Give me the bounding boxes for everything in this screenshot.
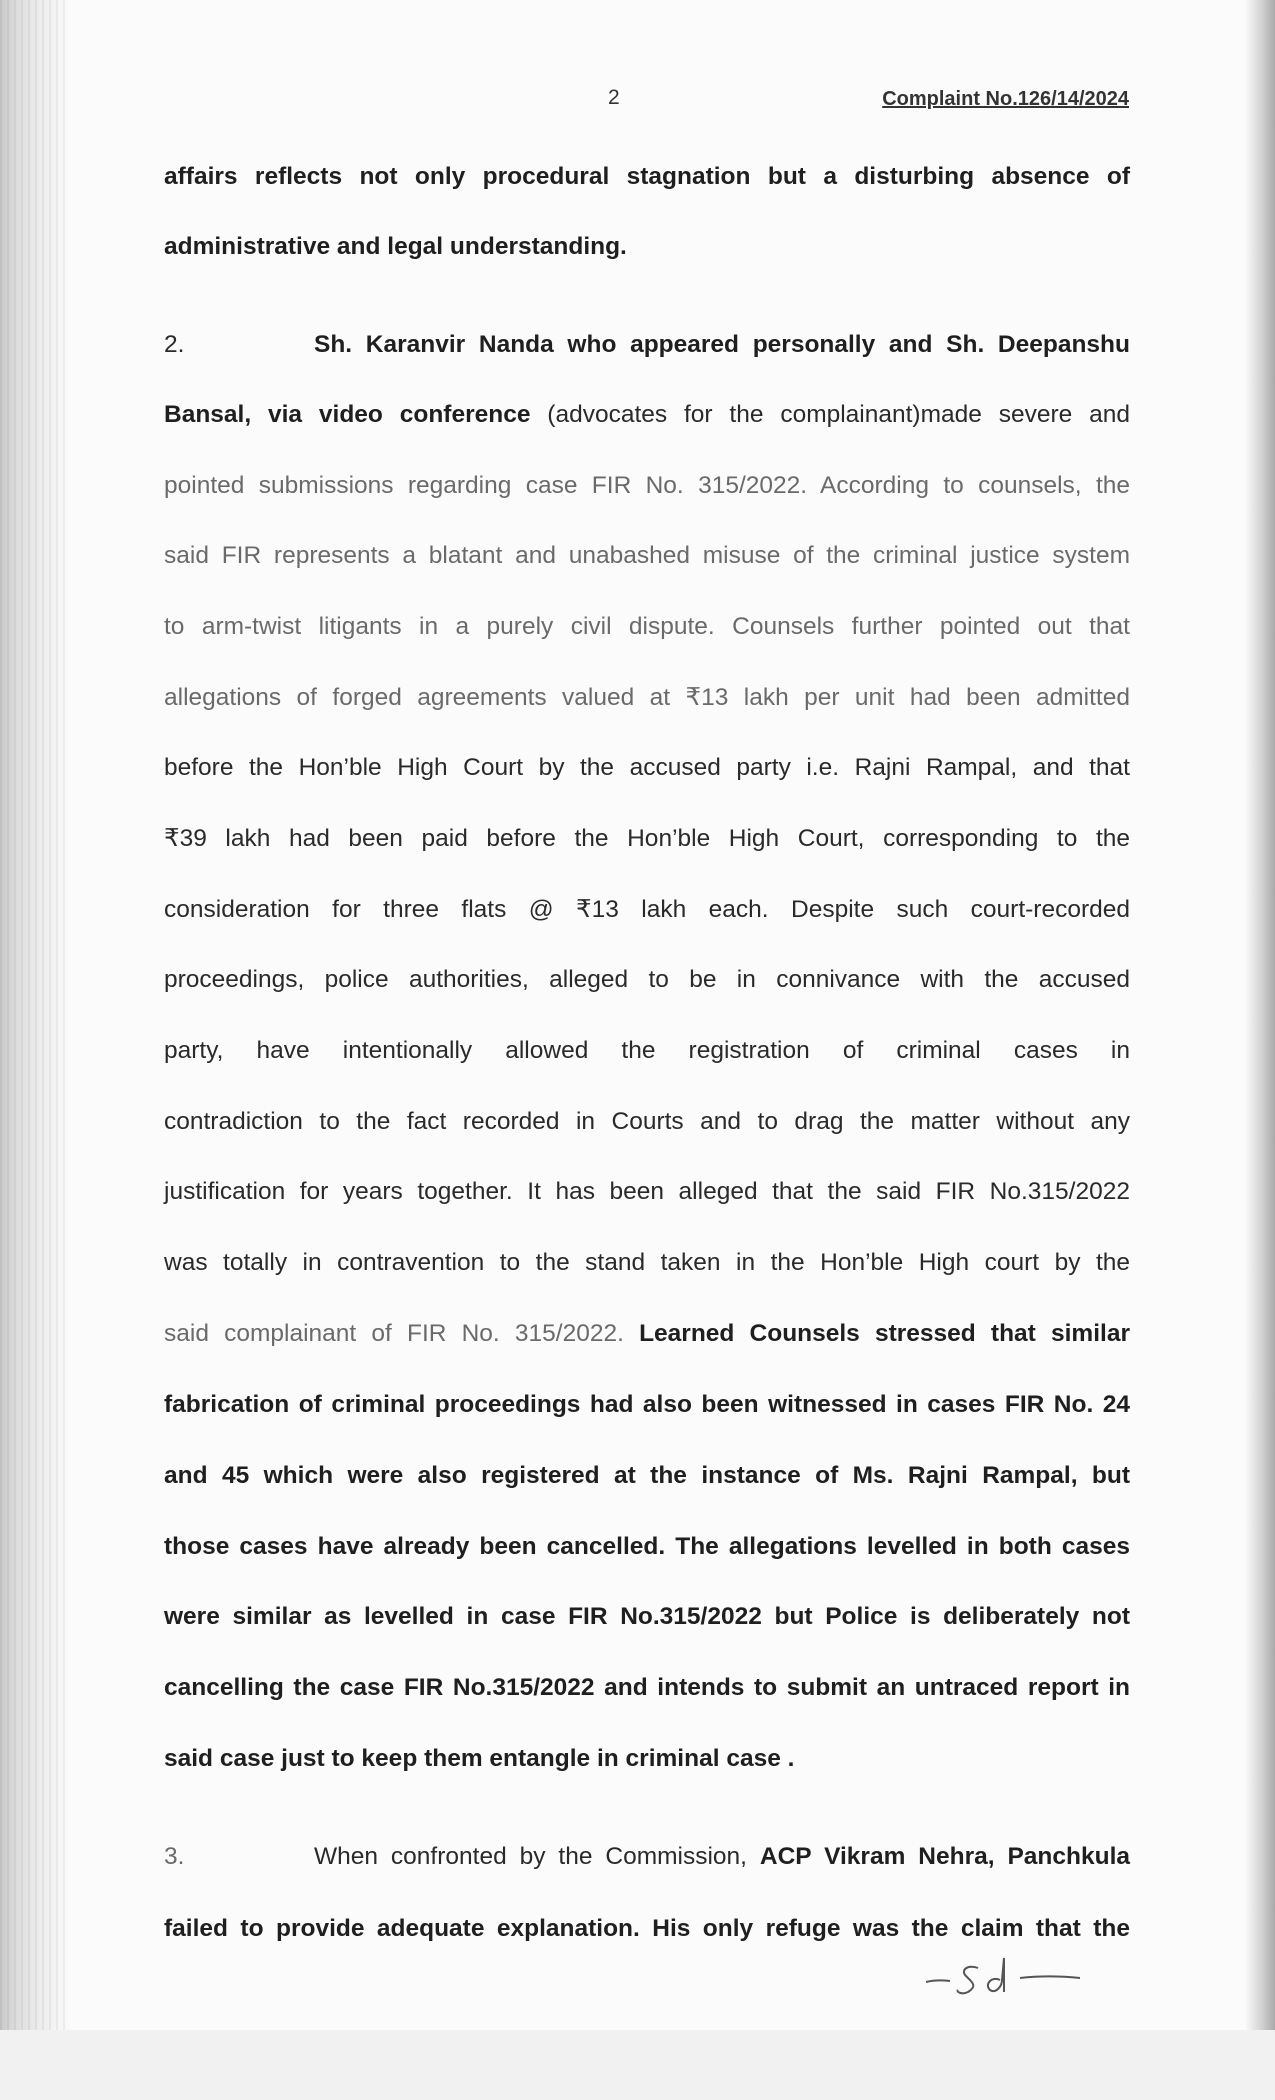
paragraph-2-line-19: were similar as levelled in case FIR No.315/2022 but Police is deliberately not [164, 1603, 1130, 1630]
paragraph-2-line-15: said complainant of FIR No. 315/2022. Learned Counsels stressed that similar [164, 1320, 1130, 1347]
paragraph-2-line-3: pointed submissions regarding case FIR No. 315/2022. According to counsels, the [164, 472, 1130, 499]
paragraph-2-line-2: Bansal, via video conference (advocates for the complainant)made severe and [164, 401, 1130, 428]
complaint-number-header: Complaint No.126/14/2024 [882, 88, 1129, 110]
paragraph-2-line-13: justification for years together. It has been alleged that the said FIR No.315/2022 [164, 1178, 1130, 1205]
paragraph-2-line-7: before the Hon’ble High Court by the accused party i.e. Rajni Rampal, and that [164, 754, 1130, 781]
paragraph-2-line-9: consideration for three flats @ ₹13 lakh each. Despite such court-recorded [164, 896, 1130, 923]
paragraph-1-line-2: administrative and legal understanding. [164, 233, 627, 260]
paragraph-1-line-1: affairs reflects not only procedural stagnation but a disturbing absence of [164, 163, 1130, 190]
paragraph-2-line-12: contradiction to the fact recorded in Courts and to drag the matter without any [164, 1108, 1130, 1135]
paragraph-2-line-16: fabrication of criminal proceedings had also been witnessed in cases FIR No. 24 [164, 1391, 1130, 1418]
paragraph-3-number: 3. [164, 1843, 185, 1870]
scan-shadow-right [1245, 0, 1275, 2030]
paragraph-2-line-6: allegations of forged agreements valued at ₹13 lakh per unit had been admitted [164, 684, 1130, 711]
paragraph-3-line-1: 3. When confronted by the Commission, ACP Vikram Nehra, Panchkula [164, 1843, 1131, 1870]
paragraph-2-line-18: those cases have already been cancelled. The allegations levelled in both cases [164, 1533, 1130, 1560]
paragraph-2-line-10: proceedings, police authorities, alleged to be in connivance with the accused [164, 966, 1130, 993]
paragraph-2-line-20: cancelling the case FIR No.315/2022 and intends to submit an untraced report in [164, 1674, 1130, 1701]
viewer-background [0, 2030, 1275, 2100]
paragraph-3-line-2: failed to provide adequate explanation. His only refuge was the claim that the [164, 1915, 1130, 1942]
paragraph-2-line-21: said case just to keep them entangle in criminal case . [164, 1745, 795, 1772]
paragraph-2-line-4: said FIR represents a blatant and unabashed misuse of the criminal justice system [164, 542, 1130, 569]
page-number: 2 [608, 86, 620, 109]
paragraph-2-line-11: party, have intentionally allowed the registration of criminal cases in [164, 1037, 1130, 1064]
scan-shadow-left [0, 0, 70, 2030]
paragraph-2-line-14: was totally in contravention to the stand taken in the Hon’ble High court by the [164, 1249, 1130, 1276]
paragraph-2-line-8: ₹39 lakh had been paid before the Hon’ble High Court, corresponding to the [164, 825, 1130, 852]
paragraph-2-line-5: to arm-twist litigants in a purely civil dispute. Counsels further pointed out that [164, 613, 1130, 640]
paragraph-2-line-1: 2. Sh. Karanvir Nanda who appeared personally and Sh. Deepanshu [164, 331, 1130, 358]
paragraph-2-number: 2. [164, 331, 185, 358]
handwritten-signature [920, 1954, 1090, 2004]
paragraph-2-line-17: and 45 which were also registered at the instance of Ms. Rajni Rampal, but [164, 1462, 1130, 1489]
